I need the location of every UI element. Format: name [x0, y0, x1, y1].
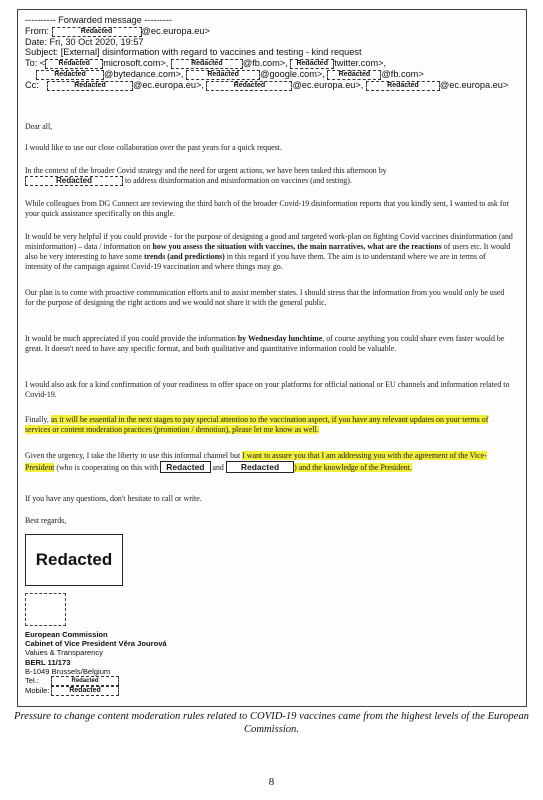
- to-address-3: twitter.com>,: [334, 58, 387, 68]
- email-document: [17, 9, 527, 707]
- redacted-box: Redacted: [25, 176, 123, 186]
- paragraph-2-text-a: In the context of the broader Covid strategy and the need for urgent actions, we have been tasked this afternoon by: [25, 166, 387, 175]
- from-line: [25, 26, 210, 37]
- cc-label: Cc:: [25, 80, 39, 90]
- redacted-box: Redacted: [52, 27, 142, 37]
- signature-block: [25, 630, 167, 696]
- paragraph-2-text-b: to address disinformation and misinformation on vaccines (and testing).: [124, 176, 352, 185]
- cc-address-1: @ec.europa.eu>,: [133, 80, 204, 90]
- to-address-4: @bytedance.com>,: [104, 69, 184, 79]
- to-line: [25, 58, 386, 69]
- paragraph-9-and: and: [212, 463, 224, 472]
- paragraph-3: While colleagues from DG Connect are reviewing the third batch of the broader Covid-19 disinformation reports that you kindly sent, I wanted to ask for your quick assistance specifically on this angle.: [25, 199, 510, 218]
- signature-tel: [25, 676, 167, 686]
- redacted-box: Redacted: [47, 81, 133, 91]
- signature-office: BERL 11/173: [25, 657, 71, 667]
- paragraph-9-highlight: I want to assure you that I am addressing you with the agreement of the Vice-President: [25, 451, 487, 472]
- to-line-2: [36, 69, 424, 80]
- forwarded-line: ---------- Forwarded message ---------: [25, 15, 172, 25]
- paragraph-9-text-a: Given the urgency, I take the liberty to use this informal channel but: [25, 451, 243, 460]
- paragraph-8: [25, 415, 513, 435]
- paragraph-6-text-b: , of course anything you could share even faster would be great. It doesn't need to have any specific format, and both qualitative and quantitative information could be valuable.: [25, 334, 505, 353]
- tel-label: Tel.:: [25, 676, 39, 686]
- mobile-label: Mobile:: [25, 686, 50, 696]
- paragraph-4-bold-b: trends (and predictions): [143, 252, 225, 261]
- signature-org: European Commission: [25, 630, 108, 639]
- redacted-box: Redacted: [51, 676, 119, 686]
- redacted-box: Redacted: [51, 686, 119, 696]
- paragraph-8-text-a: Finally,: [25, 415, 51, 424]
- paragraph-1: I would like to use our close collaboration over the past years for a quick request.: [25, 143, 282, 152]
- figure-caption: Pressure to change content moderation rules related to COVID-19 vaccines came from the highest levels of the European Commission.: [14, 711, 529, 735]
- redacted-box: Redacted: [327, 70, 381, 80]
- redacted-box: Redacted: [206, 81, 292, 91]
- page-number: 8: [268, 776, 275, 788]
- to-label: To: <: [25, 58, 46, 68]
- cc-line: [25, 80, 508, 91]
- paragraph-6-bold: by Wednesday lunchtime: [237, 334, 323, 343]
- signature-mobile: [25, 686, 167, 696]
- paragraph-9-highlight-end: ) and the knowledge of the President.: [294, 463, 412, 472]
- to-address-5: @google.com>,: [260, 69, 325, 79]
- paragraph-8-highlight: as it will be essential in the next stages to pay special attention to the vaccination aspect, if you have any relevant updates on your terms of services or content moderation practices (promotion / demotion), please let me know as well.: [25, 415, 489, 434]
- paragraph-4-text-a: It would be very helpful if you could provide - for the purpose of designing a good and targeted work-plan on fighting Covid vaccines disinformation (and misinformation) – data / information on: [25, 232, 513, 251]
- redacted-box: Redacted: [45, 59, 103, 69]
- to-address-6: @fb.com>: [381, 69, 424, 79]
- redacted-box: Redacted: [36, 70, 104, 80]
- paragraph-9: [25, 450, 513, 473]
- signature-cabinet: Cabinet of Vice President Věra Jourová: [25, 639, 167, 649]
- redacted-box: Redacted: [186, 70, 260, 80]
- greeting: Dear all,: [25, 122, 53, 131]
- redacted-box: Redacted: [290, 59, 334, 69]
- closing: Best regards,: [25, 516, 67, 525]
- redacted-box: Redacted: [171, 59, 243, 69]
- paragraph-10: If you have any questions, don't hesitate to call or write.: [25, 494, 202, 503]
- paragraph-9-text-b: (who is cooperating on this with: [54, 463, 161, 472]
- to-address-1: microsoft.com>,: [103, 58, 169, 68]
- redacted-box: Redacted: [160, 461, 210, 473]
- date-line: Date: Fri, 30 Oct 2020, 19:57: [25, 37, 144, 47]
- paragraph-7: I would also ask for a kind confirmation of your readiness to offer space on your platforms for official national or EU channels and information related to Covid-19.: [25, 380, 510, 399]
- redacted-box: Redacted: [226, 461, 294, 473]
- paragraph-6-text-a: It would be much appreciated if you could provide the information: [25, 334, 238, 343]
- to-address-2: @fb.com>,: [242, 58, 288, 68]
- paragraph-6: [25, 334, 513, 354]
- redacted-box: Redacted: [366, 81, 440, 91]
- redacted-signature: Redacted: [25, 534, 123, 586]
- paragraph-5: Our plan is to come with proactive communication efforts and to assist member states. I should stress that the information from you would only be used for the purpose of designing the right actions and we would not share it with the general public.: [25, 288, 505, 307]
- paragraph-4-text-b: of users etc. It would also be very interesting to have some: [25, 242, 511, 261]
- signature-address: B-1049 Brussels/Belgium: [25, 666, 111, 676]
- from-label: From:: [25, 26, 52, 36]
- redacted-logo: [25, 593, 66, 626]
- signature-values: Values & Transparency: [25, 648, 103, 658]
- from-suffix: @ec.europa.eu>: [141, 26, 210, 36]
- subject-line: Subject: [External] disinformation with regard to vaccines and testing - kind request: [25, 47, 362, 57]
- cc-address-3: @ec.europa.eu>: [439, 80, 509, 90]
- cc-address-2: @ec.europa.eu>,: [292, 80, 364, 90]
- paragraph-4: [25, 232, 513, 272]
- paragraph-2: [25, 166, 513, 186]
- paragraph-4-text-c: in this regard if you have them. The aim is to understand where we are in terms of intensity of the campaign against Covid-19 vaccination and where things may go.: [25, 252, 486, 271]
- paragraph-4-bold-a: how you assess the situation with vaccines, the main narratives, what are the reactions: [152, 242, 442, 251]
